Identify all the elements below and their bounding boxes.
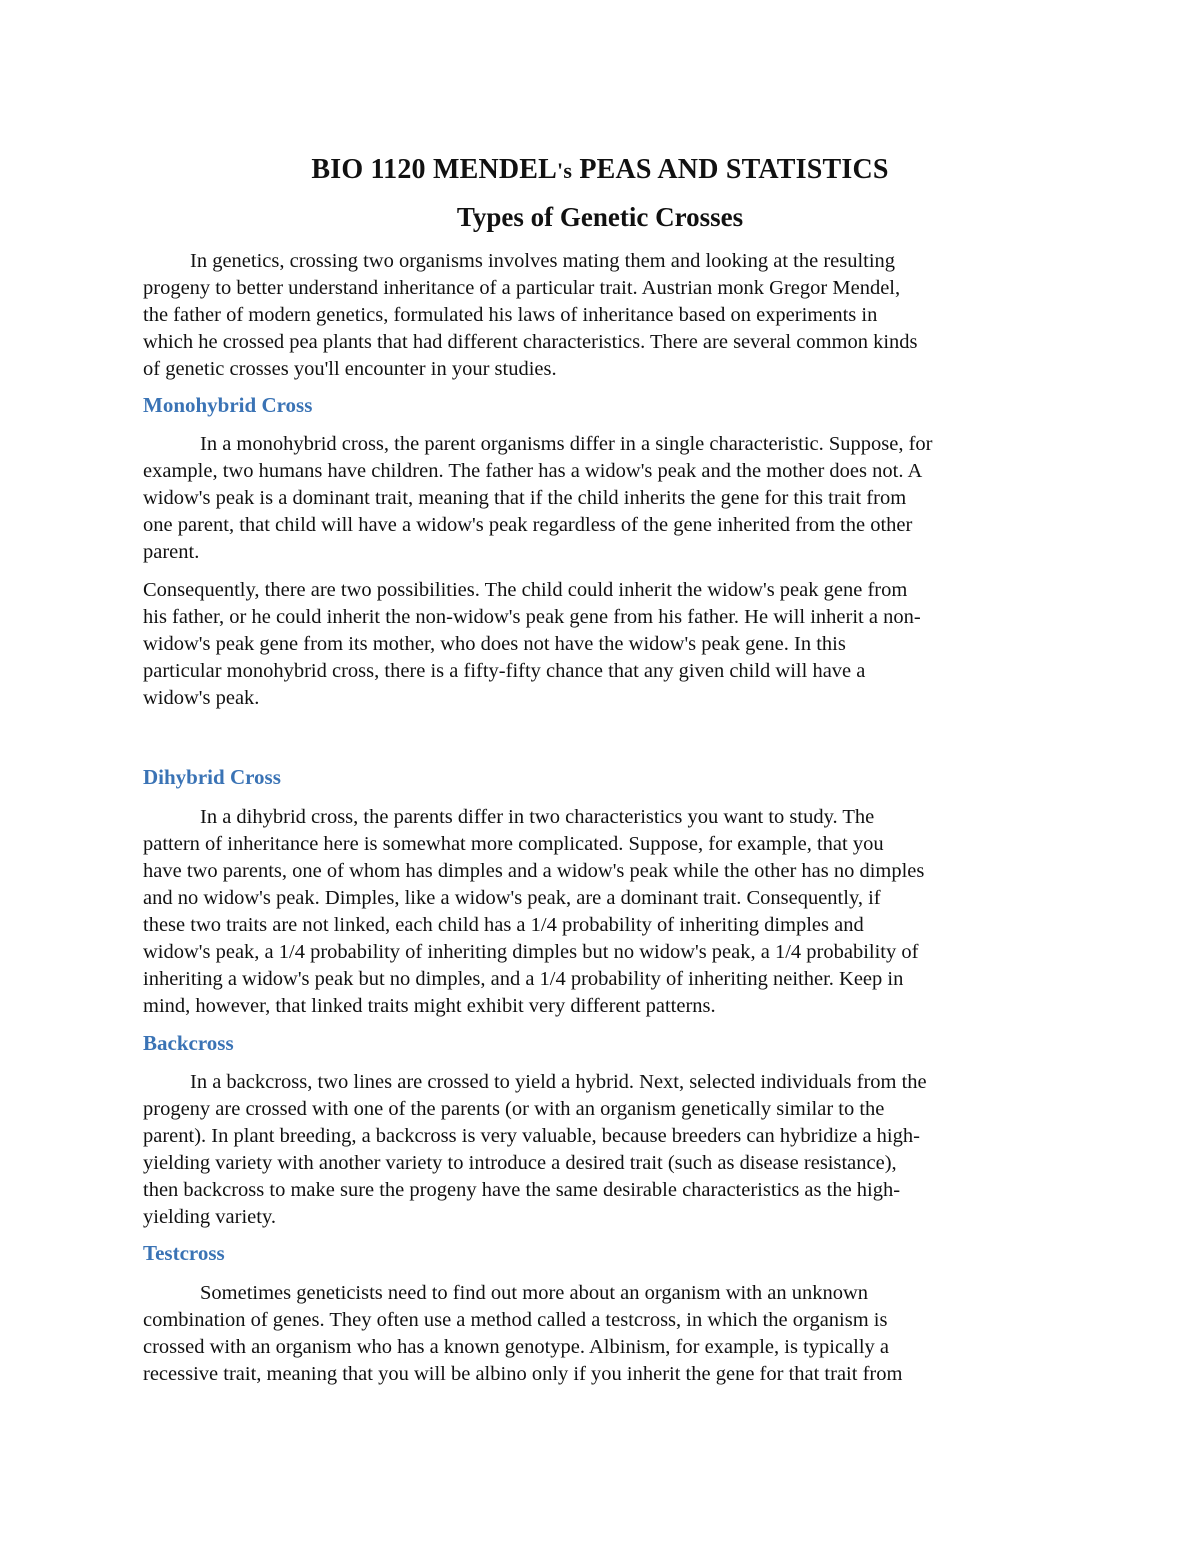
paragraph-line: combination of genes. They often use a method called a testcross, in which the organism is — [143, 1309, 888, 1331]
paragraph-line: his father, or he could inherit the non-widow's peak gene from his father. He will inherit a non- — [143, 606, 921, 628]
paragraph-line: these two traits are not linked, each child has a 1/4 probability of inheriting dimples and — [143, 914, 864, 936]
paragraph-line: particular monohybrid cross, there is a fifty-fifty chance that any given child will have a — [143, 660, 866, 682]
paragraph-line: widow's peak, a 1/4 probability of inheriting dimples but no widow's peak, a 1/4 probability of — [143, 941, 919, 963]
paragraph-line: In a dihybrid cross, the parents differ in two characteristics you want to study. The — [200, 806, 875, 828]
title-possessive: 's — [557, 158, 573, 183]
paragraph-line: widow's peak. — [143, 687, 260, 709]
paragraph-line: In a backcross, two lines are crossed to yield a hybrid. Next, selected individuals from the — [190, 1071, 927, 1093]
paragraph-line: widow's peak gene from its mother, who does not have the widow's peak gene. In this — [143, 633, 846, 655]
paragraph-line: mind, however, that linked traits might exhibit very different patterns. — [143, 995, 716, 1017]
section-heading-monohybrid: Monohybrid Cross — [143, 393, 313, 417]
paragraph-line: pattern of inheritance here is somewhat more complicated. Suppose, for example, that you — [143, 833, 884, 855]
title-suffix: PEAS AND STATISTICS — [572, 154, 889, 185]
paragraph-line: widow's peak is a dominant trait, meaning that if the child inherits the gene for this trait from — [143, 487, 907, 509]
section-heading-dihybrid: Dihybrid Cross — [143, 765, 281, 789]
paragraph-line: parent). In plant breeding, a backcross is very valuable, because breeders can hybridize a high- — [143, 1125, 920, 1147]
title-prefix: BIO 1120 MENDEL — [311, 154, 558, 185]
section-heading-backcross: Backcross — [143, 1031, 234, 1055]
paragraph-line: inheriting a widow's peak but no dimples, and a 1/4 probability of inheriting neither. Keep in — [143, 968, 904, 990]
intro-paragraph — [143, 248, 1063, 383]
dihybrid-paragraph — [143, 804, 1063, 1020]
testcross-paragraph — [143, 1280, 1063, 1388]
monohybrid-paragraph-1 — [143, 431, 1063, 566]
paragraph-line: and no widow's peak. Dimples, like a widow's peak, are a dominant trait. Consequently, if — [143, 887, 881, 909]
paragraph-line: progeny are crossed with one of the parents (or with an organism genetically similar to the — [143, 1098, 885, 1120]
paragraph-line: recessive trait, meaning that you will be albino only if you inherit the gene for that trait from — [143, 1363, 903, 1385]
document-title — [0, 154, 1200, 186]
paragraph-line: one parent, that child will have a widow's peak regardless of the gene inherited from the other — [143, 514, 913, 536]
paragraph-line: parent. — [143, 541, 200, 563]
paragraph-line: example, two humans have children. The father has a widow's peak and the mother does not. A — [143, 460, 923, 482]
paragraph-line: then backcross to make sure the progeny have the same desirable characteristics as the high- — [143, 1179, 901, 1201]
paragraph-line: progeny to better understand inheritance of a particular trait. Austrian monk Gregor Mendel, — [143, 277, 901, 299]
backcross-paragraph — [143, 1069, 1063, 1231]
monohybrid-paragraph-2 — [143, 577, 1063, 712]
paragraph-line: the father of modern genetics, formulated his laws of inheritance based on experiments in — [143, 304, 878, 326]
paragraph-line: Consequently, there are two possibilities. The child could inherit the widow's peak gene from — [143, 579, 908, 601]
paragraph-line: crossed with an organism who has a known genotype. Albinism, for example, is typically a — [143, 1336, 890, 1358]
document-subtitle: Types of Genetic Crosses — [456, 202, 744, 232]
paragraph-line: of genetic crosses you'll encounter in your studies. — [143, 358, 557, 380]
paragraph-line: Sometimes geneticists need to find out more about an organism with an unknown — [200, 1282, 869, 1304]
paragraph-line: which he crossed pea plants that had different characteristics. There are several common kinds — [143, 331, 918, 353]
paragraph-line: In genetics, crossing two organisms involves mating them and looking at the resulting — [190, 250, 896, 272]
paragraph-line: yielding variety. — [143, 1206, 277, 1228]
section-heading-testcross: Testcross — [143, 1241, 225, 1265]
paragraph-line: yielding variety with another variety to introduce a desired trait (such as disease resistance), — [143, 1152, 897, 1174]
paragraph-line: have two parents, one of whom has dimples and a widow's peak while the other has no dimples — [143, 860, 925, 882]
paragraph-line: In a monohybrid cross, the parent organisms differ in a single characteristic. Suppose, for — [200, 433, 933, 455]
